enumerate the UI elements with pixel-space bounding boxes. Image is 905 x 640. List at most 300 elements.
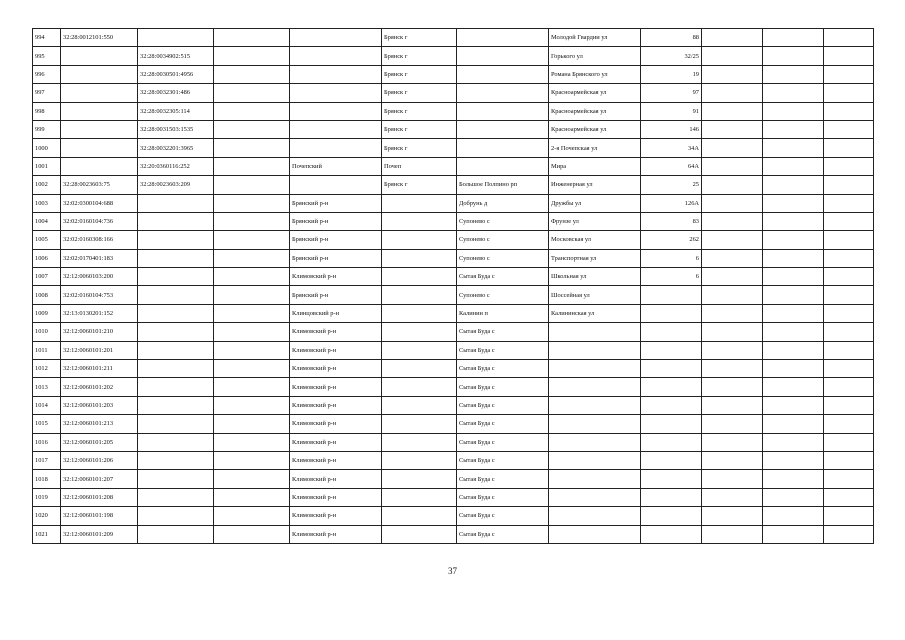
cadastral-number-alt-cell [138, 378, 214, 396]
empty-cell-3 [824, 378, 874, 396]
street-cell: Романа Брянского ул [549, 65, 641, 83]
extra-cell [214, 231, 290, 249]
row-number-cell: 1015 [33, 415, 61, 433]
cadastral-number-cell: 32:28:0012101:550 [61, 29, 138, 47]
row-number-cell: 996 [33, 65, 61, 83]
house-number-cell [641, 304, 702, 322]
empty-cell-2 [763, 194, 824, 212]
district-cell: Климовский р-н [290, 378, 382, 396]
district-cell: Климовский р-н [290, 268, 382, 286]
district-cell [290, 29, 382, 47]
extra-cell [214, 488, 290, 506]
cadastral-number-cell [61, 84, 138, 102]
table-row [33, 470, 874, 488]
city-cell: Брянск г [382, 139, 457, 157]
table-row [33, 65, 874, 83]
empty-cell-3 [824, 249, 874, 267]
empty-cell-1 [702, 176, 763, 194]
cadastral-number-alt-cell: 32:20:0360116:252 [138, 157, 214, 175]
empty-cell-1 [702, 139, 763, 157]
cadastral-number-alt-cell [138, 29, 214, 47]
empty-cell-1 [702, 415, 763, 433]
empty-cell-1 [702, 157, 763, 175]
extra-cell [214, 102, 290, 120]
cadastral-number-cell: 32:12:0060101:208 [61, 488, 138, 506]
cadastral-number-cell: 32:02:0170401:183 [61, 249, 138, 267]
street-cell: Фрунзе ул [549, 212, 641, 230]
settlement-cell: Сытая Буда с [457, 323, 549, 341]
city-cell [382, 212, 457, 230]
cadastral-number-alt-cell [138, 268, 214, 286]
city-cell [382, 378, 457, 396]
city-cell [382, 249, 457, 267]
cadastral-number-alt-cell: 32:28:0030501:4956 [138, 65, 214, 83]
extra-cell [214, 378, 290, 396]
extra-cell [214, 286, 290, 304]
district-cell: Брянский р-н [290, 194, 382, 212]
empty-cell-3 [824, 323, 874, 341]
row-number-cell: 1009 [33, 304, 61, 322]
house-number-cell [641, 488, 702, 506]
cadastral-number-cell [61, 157, 138, 175]
settlement-cell: Сытая Буда с [457, 507, 549, 525]
empty-cell-1 [702, 341, 763, 359]
empty-cell-2 [763, 323, 824, 341]
empty-cell-1 [702, 231, 763, 249]
cadastral-number-cell: 32:02:0160104:736 [61, 212, 138, 230]
house-number-cell: 25 [641, 176, 702, 194]
district-cell [290, 102, 382, 120]
extra-cell [214, 65, 290, 83]
empty-cell-3 [824, 415, 874, 433]
empty-cell-3 [824, 470, 874, 488]
empty-cell-2 [763, 304, 824, 322]
city-cell [382, 415, 457, 433]
empty-cell-1 [702, 84, 763, 102]
empty-cell-1 [702, 396, 763, 414]
empty-cell-3 [824, 507, 874, 525]
table-row [33, 102, 874, 120]
table-row [33, 378, 874, 396]
empty-cell-2 [763, 102, 824, 120]
house-number-cell [641, 360, 702, 378]
house-number-cell [641, 378, 702, 396]
district-cell: Клинцовский р-н [290, 304, 382, 322]
table-row [33, 231, 874, 249]
house-number-cell: 34А [641, 139, 702, 157]
table-row [33, 323, 874, 341]
settlement-cell [457, 65, 549, 83]
empty-cell-1 [702, 323, 763, 341]
table-row [33, 415, 874, 433]
city-cell [382, 525, 457, 543]
district-cell: Почепский [290, 157, 382, 175]
house-number-cell: 64А [641, 157, 702, 175]
empty-cell-3 [824, 212, 874, 230]
street-cell: Московская ул [549, 231, 641, 249]
district-cell: Климовский р-н [290, 323, 382, 341]
house-number-cell [641, 451, 702, 469]
table-row [33, 433, 874, 451]
cadastral-number-alt-cell [138, 212, 214, 230]
house-number-cell: 6 [641, 249, 702, 267]
district-cell [290, 176, 382, 194]
empty-cell-2 [763, 488, 824, 506]
empty-cell-1 [702, 47, 763, 65]
house-number-cell: 88 [641, 29, 702, 47]
extra-cell [214, 451, 290, 469]
row-number-cell: 1017 [33, 451, 61, 469]
extra-cell [214, 47, 290, 65]
district-cell: Брянский р-н [290, 212, 382, 230]
city-cell: Брянск г [382, 176, 457, 194]
row-number-cell: 1011 [33, 341, 61, 359]
empty-cell-2 [763, 451, 824, 469]
settlement-cell [457, 120, 549, 138]
house-number-cell [641, 341, 702, 359]
cadastral-number-alt-cell [138, 433, 214, 451]
table-row [33, 507, 874, 525]
empty-cell-2 [763, 212, 824, 230]
empty-cell-3 [824, 286, 874, 304]
empty-cell-1 [702, 451, 763, 469]
empty-cell-1 [702, 65, 763, 83]
empty-cell-3 [824, 176, 874, 194]
settlement-cell: Сытая Буда с [457, 433, 549, 451]
city-cell [382, 286, 457, 304]
table-row [33, 84, 874, 102]
table-row [33, 268, 874, 286]
cadastral-number-cell: 32:12:0060101:202 [61, 378, 138, 396]
table-row [33, 29, 874, 47]
street-cell: Горького ул [549, 47, 641, 65]
cadastral-number-cell: 32:12:0060101:198 [61, 507, 138, 525]
city-cell: Брянск г [382, 29, 457, 47]
settlement-cell [457, 29, 549, 47]
empty-cell-1 [702, 286, 763, 304]
empty-cell-2 [763, 268, 824, 286]
house-number-cell [641, 470, 702, 488]
street-cell [549, 360, 641, 378]
district-cell [290, 84, 382, 102]
settlement-cell: Супонево с [457, 212, 549, 230]
house-number-cell [641, 507, 702, 525]
settlement-cell: Супонево с [457, 231, 549, 249]
settlement-cell: Сытая Буда с [457, 396, 549, 414]
cadastral-number-alt-cell [138, 525, 214, 543]
settlement-cell [457, 139, 549, 157]
street-cell: Молодой Гвардии ул [549, 29, 641, 47]
extra-cell [214, 470, 290, 488]
street-cell [549, 341, 641, 359]
city-cell [382, 323, 457, 341]
empty-cell-1 [702, 249, 763, 267]
street-cell [549, 451, 641, 469]
empty-cell-3 [824, 231, 874, 249]
house-number-cell [641, 525, 702, 543]
row-number-cell: 994 [33, 29, 61, 47]
cadastral-number-alt-cell: 32:28:0023603:209 [138, 176, 214, 194]
empty-cell-3 [824, 488, 874, 506]
house-number-cell: 6 [641, 268, 702, 286]
extra-cell [214, 415, 290, 433]
empty-cell-2 [763, 231, 824, 249]
street-cell [549, 378, 641, 396]
city-cell: Брянск г [382, 47, 457, 65]
empty-cell-1 [702, 268, 763, 286]
district-cell: Климовский р-н [290, 525, 382, 543]
registry-table [32, 28, 874, 544]
settlement-cell: Сытая Буда с [457, 470, 549, 488]
table-row [33, 47, 874, 65]
table-row [33, 360, 874, 378]
empty-cell-3 [824, 29, 874, 47]
street-cell: Мира [549, 157, 641, 175]
empty-cell-1 [702, 102, 763, 120]
cadastral-number-alt-cell [138, 231, 214, 249]
empty-cell-1 [702, 304, 763, 322]
city-cell: Брянск г [382, 102, 457, 120]
house-number-cell [641, 396, 702, 414]
table-row [33, 249, 874, 267]
cadastral-number-cell: 32:12:0060101:205 [61, 433, 138, 451]
house-number-cell [641, 286, 702, 304]
empty-cell-1 [702, 525, 763, 543]
cadastral-number-alt-cell: 32:28:0032201:3965 [138, 139, 214, 157]
street-cell [549, 433, 641, 451]
city-cell [382, 194, 457, 212]
district-cell: Климовский р-н [290, 470, 382, 488]
district-cell: Климовский р-н [290, 507, 382, 525]
row-number-cell: 995 [33, 47, 61, 65]
extra-cell [214, 323, 290, 341]
house-number-cell [641, 415, 702, 433]
empty-cell-3 [824, 268, 874, 286]
row-number-cell: 1020 [33, 507, 61, 525]
house-number-cell: 32/25 [641, 47, 702, 65]
empty-cell-3 [824, 304, 874, 322]
house-number-cell [641, 323, 702, 341]
empty-cell-2 [763, 249, 824, 267]
cadastral-number-cell [61, 120, 138, 138]
district-cell: Климовский р-н [290, 415, 382, 433]
street-cell [549, 470, 641, 488]
city-cell: Почеп [382, 157, 457, 175]
city-cell [382, 433, 457, 451]
cadastral-number-alt-cell [138, 396, 214, 414]
house-number-cell [641, 433, 702, 451]
cadastral-number-alt-cell [138, 415, 214, 433]
empty-cell-2 [763, 286, 824, 304]
empty-cell-3 [824, 360, 874, 378]
empty-cell-3 [824, 65, 874, 83]
empty-cell-1 [702, 433, 763, 451]
row-number-cell: 1006 [33, 249, 61, 267]
table-row [33, 176, 874, 194]
cadastral-number-cell: 32:02:0160308:166 [61, 231, 138, 249]
row-number-cell: 1005 [33, 231, 61, 249]
street-cell [549, 323, 641, 341]
cadastral-number-cell [61, 139, 138, 157]
cadastral-number-alt-cell [138, 249, 214, 267]
settlement-cell [457, 47, 549, 65]
empty-cell-3 [824, 451, 874, 469]
street-cell [549, 396, 641, 414]
settlement-cell: Супонево с [457, 249, 549, 267]
settlement-cell: Сытая Буда с [457, 378, 549, 396]
street-cell: Дружбы ул [549, 194, 641, 212]
extra-cell [214, 433, 290, 451]
cadastral-number-alt-cell [138, 470, 214, 488]
empty-cell-3 [824, 120, 874, 138]
cadastral-number-cell: 32:12:0060101:210 [61, 323, 138, 341]
table-row [33, 212, 874, 230]
district-cell: Климовский р-н [290, 360, 382, 378]
district-cell: Климовский р-н [290, 396, 382, 414]
settlement-cell: Сытая Буда с [457, 341, 549, 359]
table-row [33, 341, 874, 359]
row-number-cell: 997 [33, 84, 61, 102]
street-cell: Шоссейная ул [549, 286, 641, 304]
city-cell: Брянск г [382, 65, 457, 83]
cadastral-number-cell: 32:12:0060101:211 [61, 360, 138, 378]
street-cell [549, 488, 641, 506]
empty-cell-3 [824, 102, 874, 120]
house-number-cell: 19 [641, 65, 702, 83]
city-cell: Брянск г [382, 84, 457, 102]
settlement-cell [457, 157, 549, 175]
cadastral-number-cell [61, 47, 138, 65]
cadastral-number-cell [61, 102, 138, 120]
row-number-cell: 1010 [33, 323, 61, 341]
extra-cell [214, 396, 290, 414]
city-cell [382, 231, 457, 249]
row-number-cell: 999 [33, 120, 61, 138]
cadastral-number-alt-cell: 32:28:0031503:1535 [138, 120, 214, 138]
settlement-cell: Сытая Буда с [457, 525, 549, 543]
row-number-cell: 998 [33, 102, 61, 120]
cadastral-number-cell: 32:13:0130201:152 [61, 304, 138, 322]
street-cell: Калининская ул [549, 304, 641, 322]
empty-cell-3 [824, 396, 874, 414]
city-cell [382, 470, 457, 488]
empty-cell-1 [702, 488, 763, 506]
row-number-cell: 1021 [33, 525, 61, 543]
extra-cell [214, 176, 290, 194]
empty-cell-2 [763, 157, 824, 175]
settlement-cell: Супонево с [457, 286, 549, 304]
street-cell: Транспортная ул [549, 249, 641, 267]
row-number-cell: 1019 [33, 488, 61, 506]
empty-cell-2 [763, 525, 824, 543]
settlement-cell [457, 102, 549, 120]
city-cell [382, 507, 457, 525]
extra-cell [214, 84, 290, 102]
cadastral-number-alt-cell [138, 286, 214, 304]
house-number-cell: 262 [641, 231, 702, 249]
table-row [33, 120, 874, 138]
house-number-cell: 83 [641, 212, 702, 230]
row-number-cell: 1001 [33, 157, 61, 175]
settlement-cell: Сытая Буда с [457, 415, 549, 433]
district-cell: Климовский р-н [290, 433, 382, 451]
empty-cell-3 [824, 84, 874, 102]
empty-cell-2 [763, 65, 824, 83]
cadastral-number-alt-cell: 32:28:0034902:515 [138, 47, 214, 65]
cadastral-number-alt-cell: 32:28:0032305:114 [138, 102, 214, 120]
empty-cell-1 [702, 507, 763, 525]
cadastral-number-alt-cell [138, 507, 214, 525]
city-cell [382, 360, 457, 378]
extra-cell [214, 157, 290, 175]
row-number-cell: 1008 [33, 286, 61, 304]
extra-cell [214, 139, 290, 157]
empty-cell-3 [824, 341, 874, 359]
street-cell [549, 525, 641, 543]
empty-cell-1 [702, 194, 763, 212]
settlement-cell: Сытая Буда с [457, 268, 549, 286]
cadastral-number-cell: 32:02:0160104:753 [61, 286, 138, 304]
cadastral-number-alt-cell [138, 360, 214, 378]
row-number-cell: 1016 [33, 433, 61, 451]
cadastral-number-cell: 32:02:0300104:688 [61, 194, 138, 212]
cadastral-number-cell [61, 65, 138, 83]
table-row [33, 157, 874, 175]
cadastral-number-cell: 32:12:0060101:209 [61, 525, 138, 543]
district-cell [290, 139, 382, 157]
empty-cell-1 [702, 470, 763, 488]
district-cell: Брянский р-н [290, 249, 382, 267]
house-number-cell: 91 [641, 102, 702, 120]
street-cell: Красноармейская ул [549, 84, 641, 102]
empty-cell-3 [824, 157, 874, 175]
cadastral-number-alt-cell: 32:28:0032301:486 [138, 84, 214, 102]
cadastral-number-alt-cell [138, 323, 214, 341]
empty-cell-2 [763, 341, 824, 359]
empty-cell-2 [763, 396, 824, 414]
street-cell: Инженерная ул [549, 176, 641, 194]
table-row [33, 488, 874, 506]
street-cell: Школьная ул [549, 268, 641, 286]
extra-cell [214, 29, 290, 47]
row-number-cell: 1003 [33, 194, 61, 212]
district-cell [290, 47, 382, 65]
street-cell: Красноармейская ул [549, 102, 641, 120]
house-number-cell: 126А [641, 194, 702, 212]
settlement-cell: Калинин п [457, 304, 549, 322]
street-cell [549, 507, 641, 525]
district-cell: Брянский р-н [290, 286, 382, 304]
cadastral-number-cell: 32:28:0023603:75 [61, 176, 138, 194]
empty-cell-1 [702, 360, 763, 378]
settlement-cell: Большое Полпино рп [457, 176, 549, 194]
empty-cell-3 [824, 525, 874, 543]
empty-cell-2 [763, 415, 824, 433]
empty-cell-2 [763, 120, 824, 138]
cadastral-number-alt-cell [138, 194, 214, 212]
empty-cell-2 [763, 360, 824, 378]
empty-cell-3 [824, 194, 874, 212]
house-number-cell: 146 [641, 120, 702, 138]
empty-cell-2 [763, 176, 824, 194]
settlement-cell [457, 84, 549, 102]
table-row [33, 139, 874, 157]
city-cell [382, 451, 457, 469]
settlement-cell: Сытая Буда с [457, 488, 549, 506]
table-row [33, 194, 874, 212]
row-number-cell: 1013 [33, 378, 61, 396]
city-cell [382, 304, 457, 322]
